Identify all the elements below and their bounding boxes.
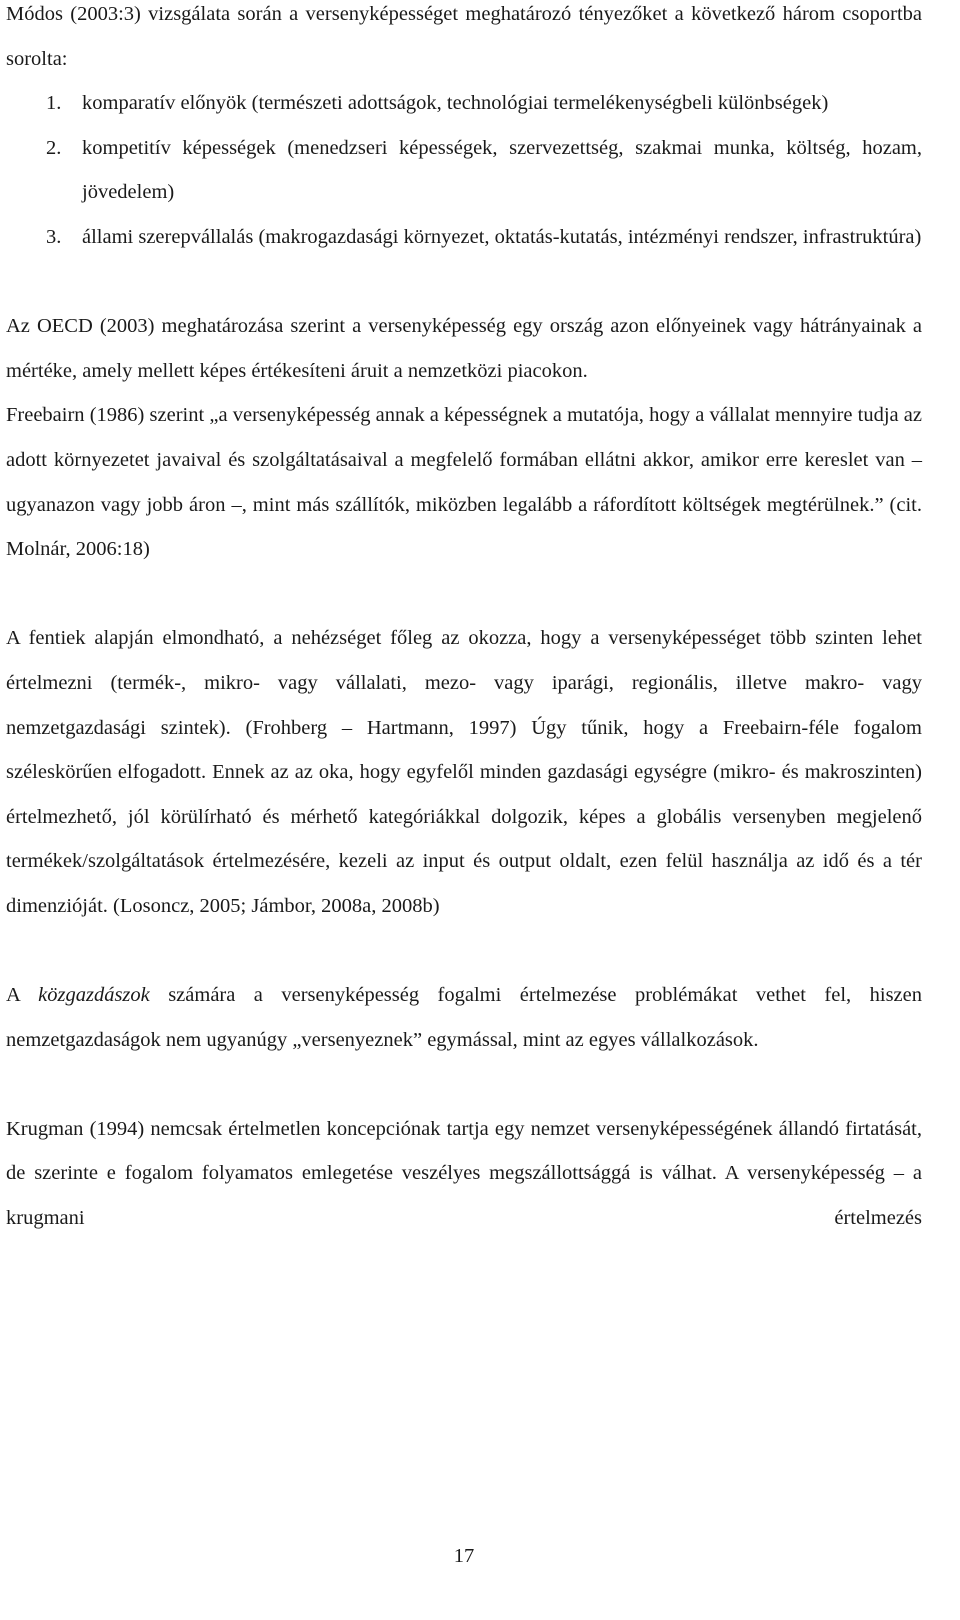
list-number: 3.: [46, 225, 62, 248]
list-number: 2.: [46, 136, 62, 159]
freebairn-paragraph: Freebairn (1986) szerint „a versenyképesség annak a képességnek a mutatója, hogy a vállalat mennyire tudja az adott környezetet javaival és szolgáltatásaival a megfelelő formában ellátni akkor, amikor erre kereslet van – ugyanazon vagy jobb áron –, mint más szállítók, miközben legalább a ráfordított költségek megtérülnek.” (cit. Molnár, 2006:18): [6, 404, 922, 561]
paragraph-spacer: [6, 572, 922, 617]
intro-paragraph: Módos (2003:3) vizsgálata során a versenyképességet meghatározó tényezőket a következő három csoportba sorolta:: [6, 3, 922, 70]
page-number: 17: [453, 1545, 475, 1567]
list-item-text: állami szerepvállalás (makrogazdasági környezet, oktatás-kutatás, intézményi rendszer, infrastruktúra): [82, 225, 922, 248]
list-item: [46, 215, 922, 260]
list-item: [46, 81, 922, 126]
list-item-text: kompetitív képességek (menedzseri képességek, szervezettség, szakmai munka, költség, hozam, jövedelem): [82, 136, 922, 204]
list-number: 1.: [46, 92, 62, 115]
paragraph-spacer: [6, 1062, 922, 1107]
list-item: [46, 126, 922, 215]
krugman-paragraph: Krugman (1994) nemcsak értelmetlen koncepciónak tartja egy nemzet versenyképességének állandó firtatását, de szerinte e fogalom folyamatos emlegetése veszélyes megszállottsággá is válhat. A versenyképesség – a krugmani értelmezés: [6, 1117, 922, 1230]
list-item-text: komparatív előnyök (természeti adottságok, technológiai termelékenységbeli különbségek): [82, 92, 829, 115]
fentiek-paragraph: A fentiek alapján elmondható, a nehézséget főleg az okozza, hogy a versenyképességet több szinten lehet értelmezni (termék-, mikro- vagy vállalati, mezo- vagy iparági, regionális, illetve makro- vagy nemzetgazdasági szintek). (Frohberg – Hartmann, 1997) Úgy tűnik, hogy a Freebairn-féle fogalom széleskörűen elfogadott. Ennek az az oka, hogy egyfelől minden gazdasági egységre (mikro- és makroszinten) értelmezhető, jól körülírható és mérhető kategóriákkal dolgozik, képes a globális versenyben megjelenő termékek/szolgáltatások értelmezésére, kezeli az input és output oldalt, ezen felül használja az idő és a tér dimenzióját. (Losoncz, 2005; Jámbor, 2008a, 2008b): [6, 627, 922, 917]
document-page: [6, 0, 922, 1241]
factor-list: [6, 81, 922, 259]
oecd-paragraph: Az OECD (2003) meghatározása szerint a versenyképesség egy ország azon előnyeinek vagy hátrányainak a mértéke, amely mellett képes értékesíteni áruit a nemzetközi piacokon.: [6, 315, 922, 382]
paragraph-spacer: [6, 260, 922, 305]
kozgazdaszok-paragraph: [6, 973, 922, 1062]
paragraph-spacer: [6, 928, 922, 973]
emphasized-term: közgazdászok: [38, 984, 150, 1007]
text-run: számára a versenyképesség fogalmi értelmezése problémákat vethet fel, hiszen nemzetgazdaságok nem ugyanúgy „versenyeznek” egymással, mint az egyes vállalkozások.: [6, 984, 922, 1051]
text-run: A: [6, 984, 39, 1007]
